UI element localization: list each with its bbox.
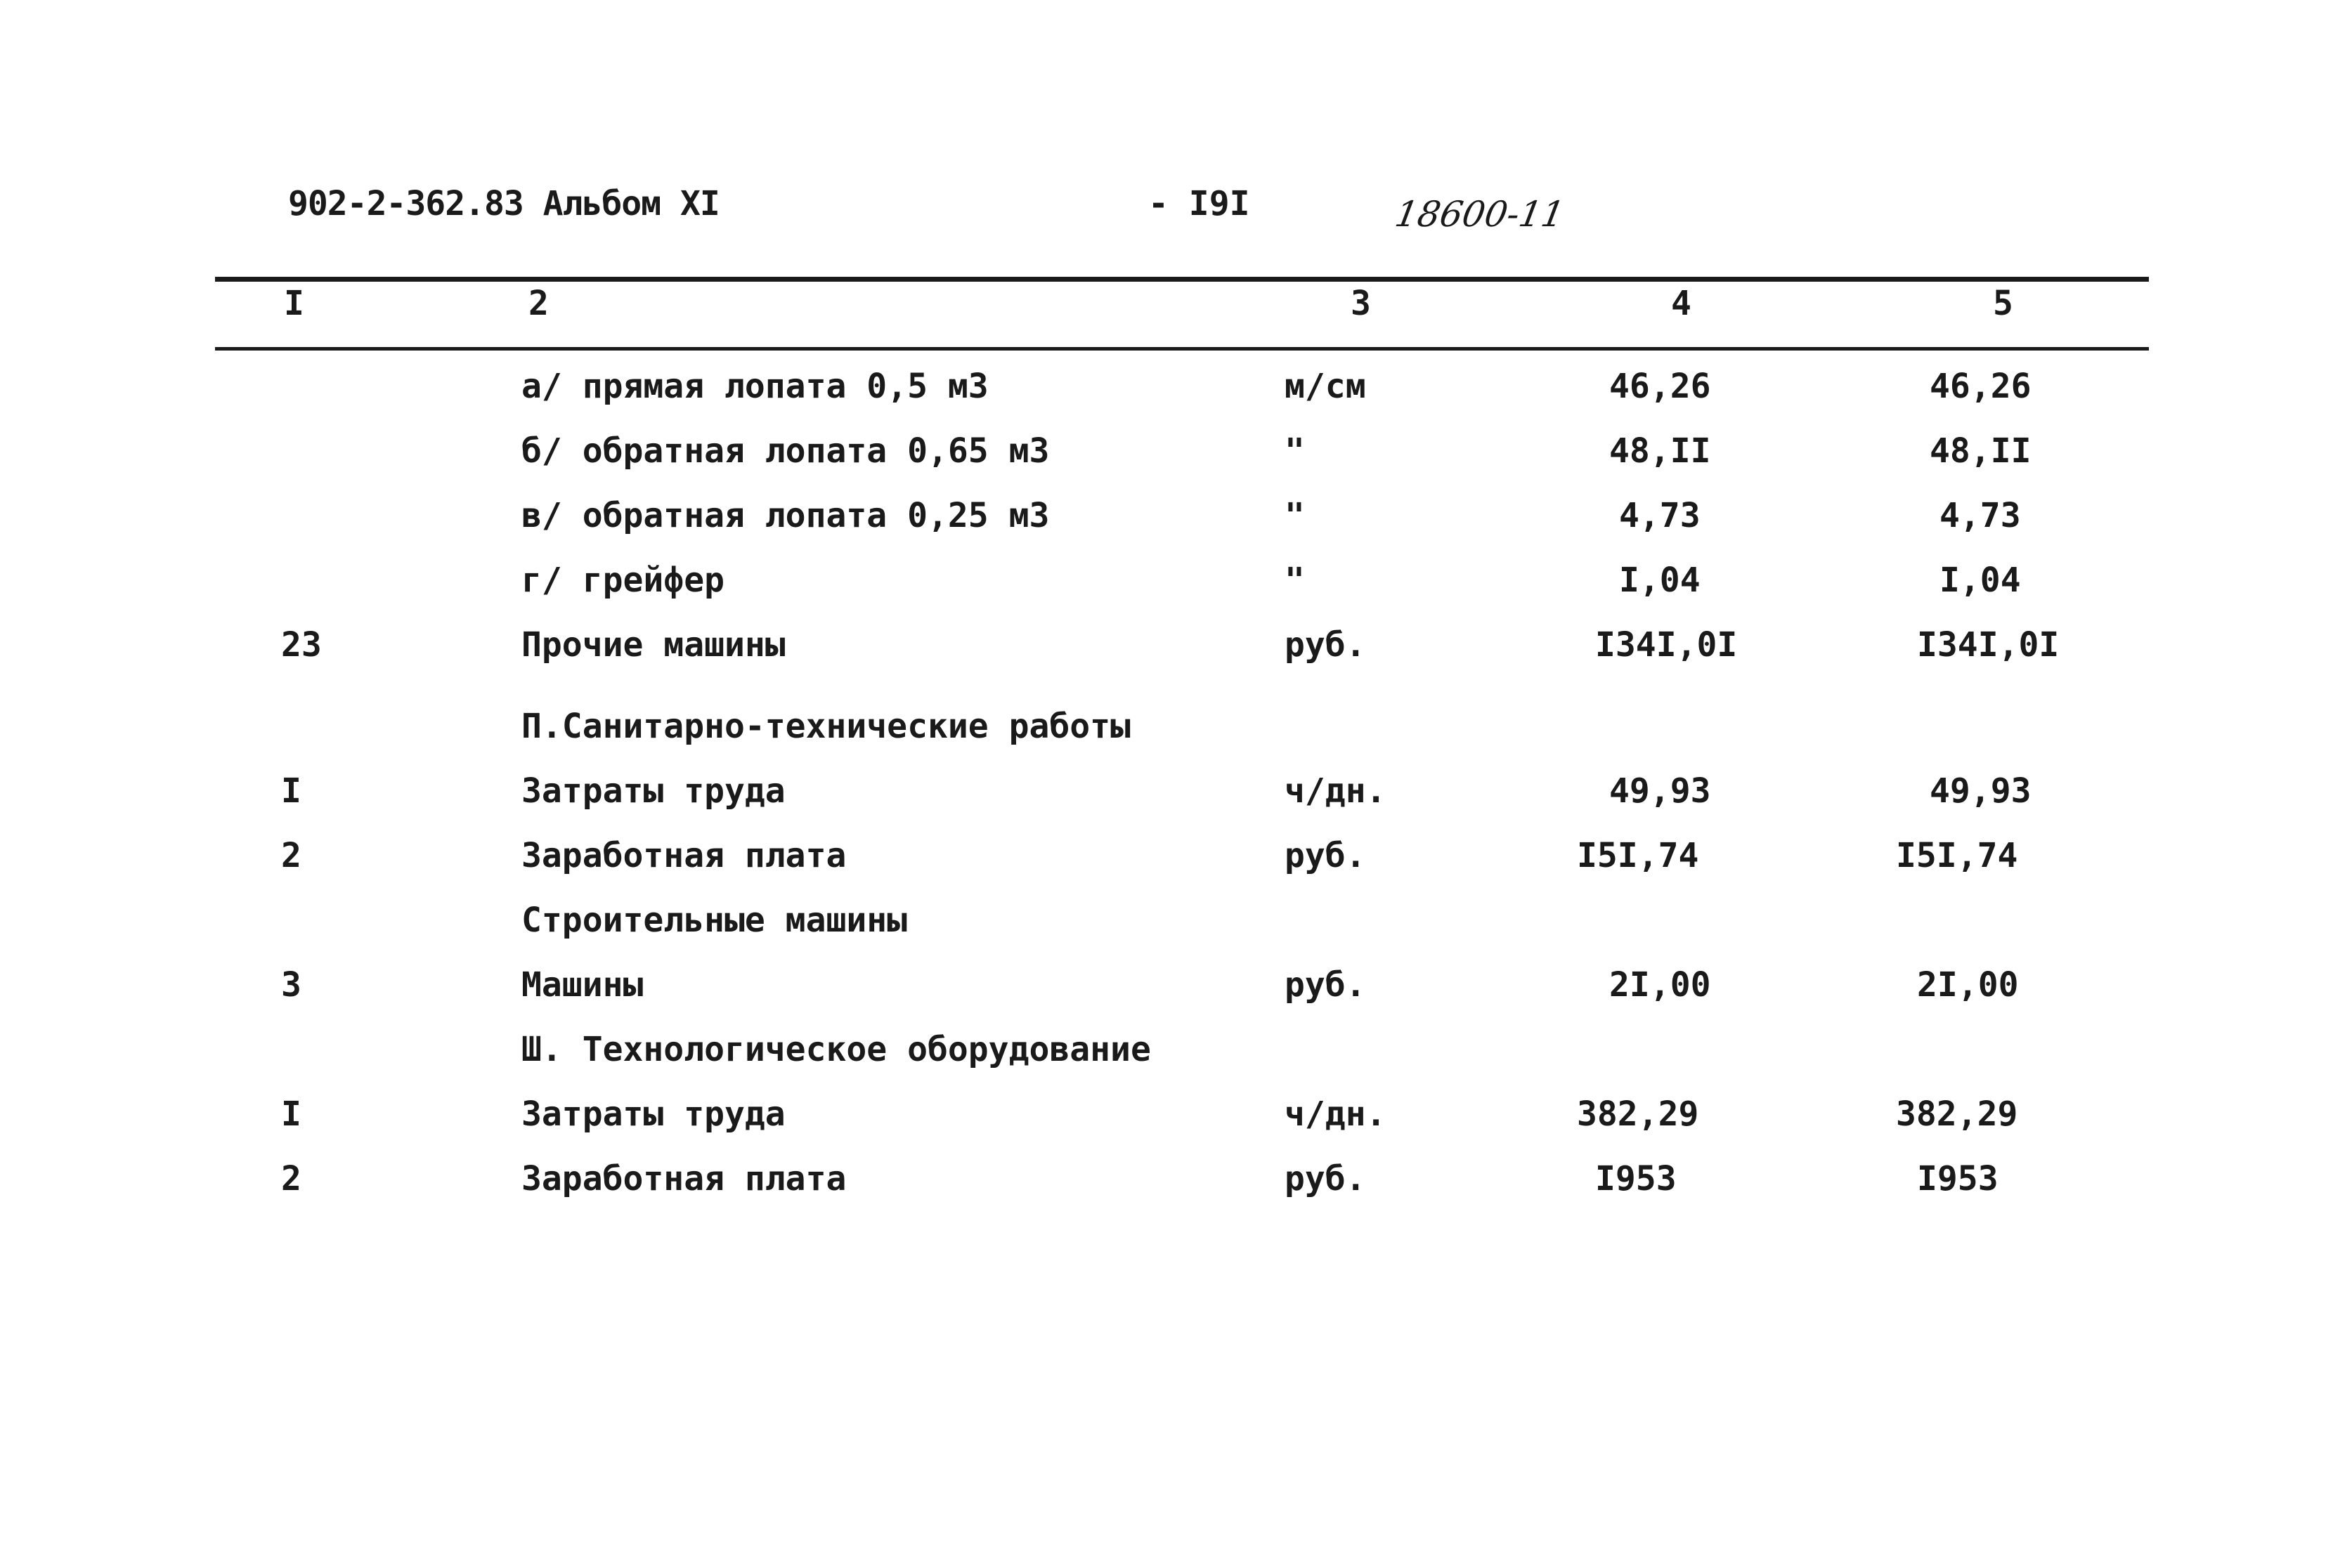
row-name: Прочие машины [521,625,786,665]
section-heading-label: Ш. Технологическое оборудование [521,1030,1151,1069]
row-value-4: I,04 [1619,561,1701,600]
table-row [0,561,2333,617]
row-name: Затраты труда [521,771,786,811]
section-heading-label: П.Санитарно-технические работы [521,707,1131,746]
row-value-5: 382,29 [1896,1095,2018,1134]
row-name: Заработная плата [521,836,847,875]
row-unit: " [1285,561,1305,600]
row-value-4: 2I,00 [1609,965,1711,1005]
row-value-5: I,04 [1939,561,2021,600]
section-heading [0,1030,2333,1086]
row-unit: м/см [1285,367,1366,406]
row-value-5: I953 [1917,1159,1999,1198]
page-number: - I9I [1148,184,1250,223]
section-heading [0,707,2333,763]
row-number: 3 [281,965,301,1005]
row-value-4: 48,II [1609,431,1711,471]
row-value-4: I34I,0I [1595,625,1738,665]
row-value-5: 48,II [1930,431,2032,471]
column-header-4: 4 [1671,284,1691,323]
row-name: а/ прямая лопата 0,5 м3 [521,367,989,406]
row-number: 2 [281,1159,301,1198]
table-header-rule [215,347,2149,351]
table-row [0,431,2333,488]
section-heading-label: Строительные машины [521,901,908,940]
row-value-5: 4,73 [1939,496,2021,535]
row-name: Машины [521,965,644,1005]
row-value-4: I953 [1595,1159,1677,1198]
row-value-4: 4,73 [1619,496,1701,535]
row-value-5: I5I,74 [1896,836,2018,875]
row-number: I [281,771,301,811]
column-header-3: 3 [1351,284,1371,323]
row-name: Затраты труда [521,1095,786,1134]
column-header-1: I [284,284,304,323]
row-unit: руб. [1285,625,1366,665]
table-row [0,625,2333,681]
section-heading [0,901,2333,957]
table-top-rule [215,277,2149,282]
row-value-5: I34I,0I [1917,625,2060,665]
table-row [0,367,2333,423]
row-name: в/ обратная лопата 0,25 м3 [521,496,1050,535]
row-value-4: 382,29 [1577,1095,1699,1134]
row-unit: " [1285,431,1305,471]
row-number: 2 [281,836,301,875]
row-number: I [281,1095,301,1134]
row-unit: ч/дн. [1285,771,1386,811]
row-value-5: 46,26 [1930,367,2032,406]
document-code: 902-2-362.83 Альбом XI [288,184,720,223]
row-value-5: 49,93 [1930,771,2032,811]
row-name: г/ грейфер [521,561,724,600]
table-row [0,1159,2333,1215]
row-number: 23 [281,625,322,665]
table-row [0,771,2333,828]
row-value-4: 46,26 [1609,367,1711,406]
row-value-5: 2I,00 [1917,965,2019,1005]
table-row [0,965,2333,1021]
row-unit: руб. [1285,1159,1366,1198]
row-unit: ч/дн. [1285,1095,1386,1134]
row-name: б/ обратная лопата 0,65 м3 [521,431,1050,471]
table-row [0,836,2333,892]
row-unit: " [1285,496,1305,535]
table-row [0,1095,2333,1151]
row-name: Заработная плата [521,1159,847,1198]
row-unit: руб. [1285,836,1366,875]
row-value-4: 49,93 [1609,771,1711,811]
table-row [0,496,2333,552]
handwritten-note: 18600-11 [1391,194,1568,235]
column-header-2: 2 [528,284,549,323]
row-unit: руб. [1285,965,1366,1005]
row-value-4: I5I,74 [1577,836,1699,875]
column-header-5: 5 [1993,284,2013,323]
